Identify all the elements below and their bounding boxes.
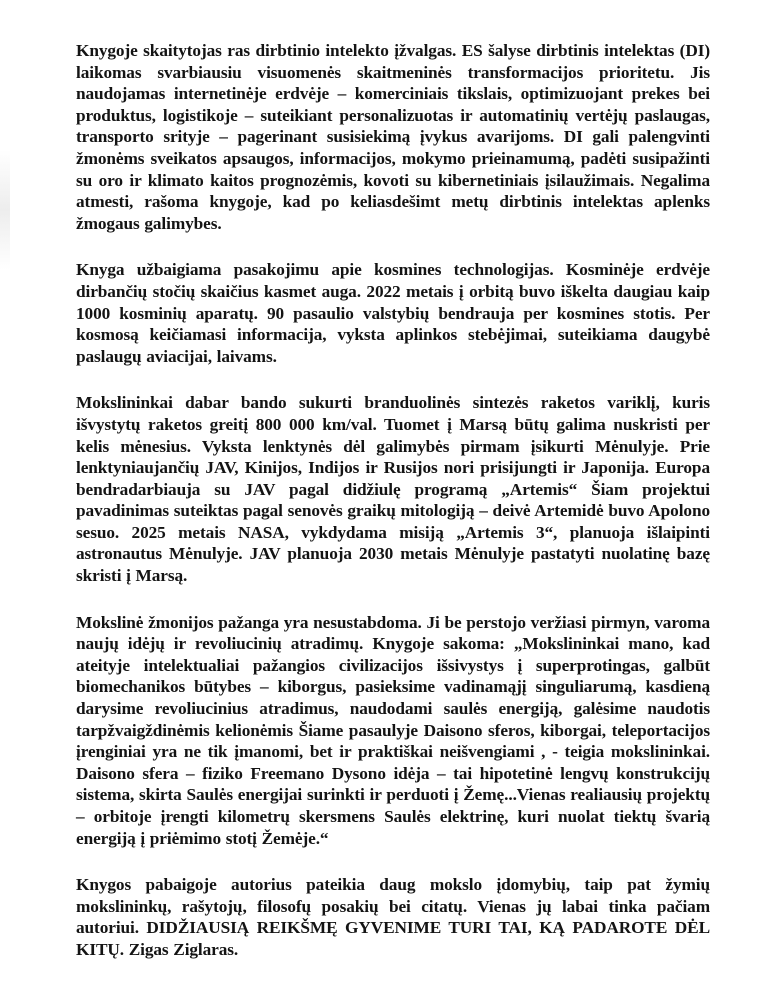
paragraph-fusion-rocket-moon-race: Mokslininkai dabar bando sukurti branduolinės sintezės raketos variklį, kuris išvystytų raketos greitį 800 000 km/val. Tuomet į Marsą būtų galima nuskristi per kelis mėnesius. Vyksta lenktynės dėl galimybės pirmam įsikurti Mėnulyje. Prie lenktyniaujančių JAV, Kinijos, Indijos ir Rusijos nori prisijungti ir Japonija. Europa bendradarbiauja su JAV pagal didžiulę programą „Artemis“ Šiam projektui pavadinimas suteiktas pagal senovės graikų mitologiją – deivė Artemidė buvo Apolono sesuo. 2025 metais NASA, vykdydama misiją „Artemis 3“, planuoja išlaipinti astronautus Mėnulyje. JAV planuoja 2030 metais Mėnulyje pastatyti nuolatinę bazę skristi į Marsą. <box>76 393 710 586</box>
scan-artifact <box>0 150 10 270</box>
paragraph-ai-insights: Knygoje skaitytojas ras dirbtinio intelekto įžvalgas. ES šalyse dirbtinis intelektas (DI) laikomas svarbiausiu visuomenės skaitmeninės transformacijos prioritetu. Jis naudojamas internetinėje erdvėje – komerciniais tikslais, optimizuojant prekes bei produktus, logistikoje – suteikiant personalizuotas ir automatinių vertėjų paslaugas, transporto srityje – pagerinant susisiekimą įvykus avarijoms. DI gali palengvinti žmonėms sveikatos apsaugos, informacijos, mokymo prieinamumą, padėti susipažinti su oro ir klimato kaitos prognozėmis, kovoti su kibernetiniais įsilaužimais. Negalima atmesti, rašoma knygoje, kad po keliasdešimt metų dirbtinis intelektas aplenks žmogaus galimybes. <box>76 41 710 233</box>
paragraph-scientific-progress-quote: Mokslinė žmonijos pažanga yra nesustabdoma. Ji be perstojo veržiasi pirmyn, varoma naujų idėjų ir revoliucinių atradimų. Knygoje sakoma: „Mokslininkai mano, kad ateityje intelektualiai pažangios civilizacijos išsivystys į superprotingas, galbūt biomechanikos būtybes – kiborgus, pasieksime vadinamąjį singuliarumą, kasdieną darysime revoliucinius atradimus, naudodami saulės energiją, galėsime naudotis tarpžvaigždinėmis kelionėmis Šiame pasaulyje Daisono sferos, kiborgai, teleportacijos įrenginiai yra ne tik įmanomi, bet ir praktiškai neišvengiami , - teigia mokslininkai. Daisono sfera – fiziko Freemano Dysono idėja – tai hipotetinė lengvų konstrukcijų sistema, skirta Saulės energijai surinkti ir perduoti į Žemę...Vienas realiausių projektų – orbitoje įrengti kilometrų skersmens Saulės elektrinę, kuri nuolat tiektų švarią energiją į priėmimo stotį Žemėje.“ <box>76 612 710 848</box>
paragraph-closing-citation: Knygos pabaigoje autorius pateikia daug mokslo įdomybių, taip pat žymių mokslininkų, rašytojų, filosofų posakių bei citatų. Vienas jų labai tinka pačiam autoriui. DIDŽIAUSIĄ REIKŠMĘ GYVENIME TURI TAI, KĄ PADAROTE DĖL KITŲ. Zigas Ziglaras. <box>76 875 710 959</box>
paragraph-space-technologies: Knyga užbaigiama pasakojimu apie kosmines technologijas. Kosminėje erdvėje dirbančių stočių skaičius kasmet auga. 2022 metais į orbitą buvo iškelta daugiau kaip 1000 kosminių aparatų. 90 pasaulio valstybių bendrauja per kosmines stotis. Per kosmosą keičiamasi informacija, vyksta aplinkos stebėjimai, suteikiama daugybė paslaugų aviacijai, laivams. <box>76 260 710 366</box>
